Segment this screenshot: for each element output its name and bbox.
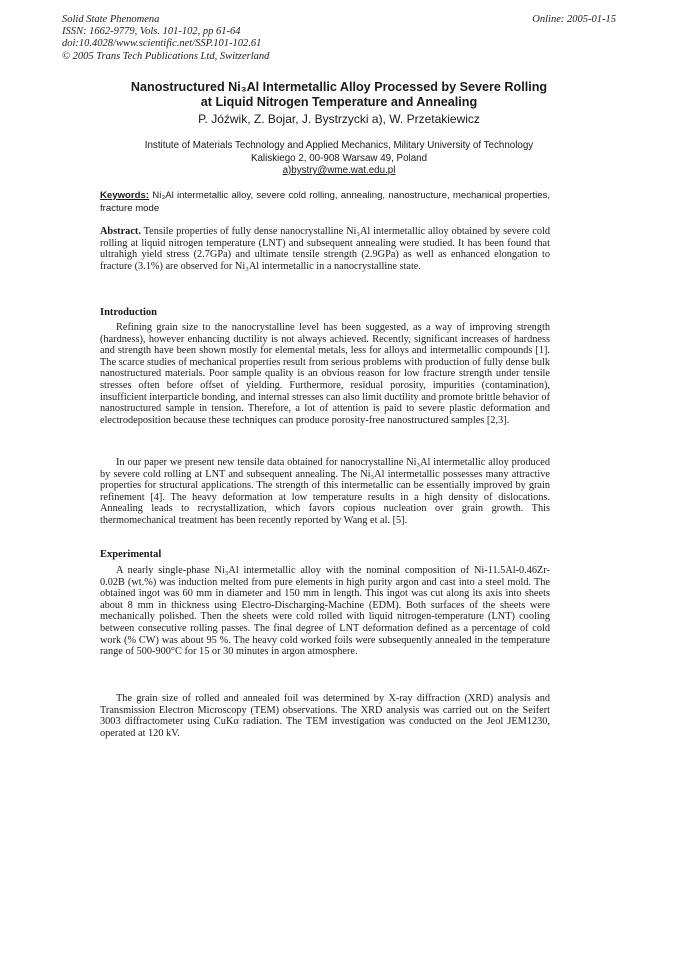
abstract-label: Abstract. xyxy=(100,226,141,237)
keywords-label: Keywords: xyxy=(100,190,150,201)
title-line-2: at Liquid Nitrogen Temperature and Annealing xyxy=(200,95,478,109)
doi-line: doi:10.4028/www.scientific.net/SSP.101-102.61 xyxy=(62,38,262,50)
affiliation xyxy=(80,140,598,178)
experimental-paragraph-2: The grain size of rolled and annealed foil was determined by X-ray diffraction (XRD) analysis and Transmission Electron Microscopy (TEM) observations. The XRD analysis was carried out on the Seifert 3003 diffractometer using CuKα radiation. The TEM investigation was conducted on the Jeol JEM1230, operated at 120 kV. xyxy=(100,693,550,739)
online-date: Online: 2005-01-15 xyxy=(532,14,616,25)
paper-title xyxy=(70,80,608,110)
introduction-paragraph-2: In our paper we present new tensile data obtained for nanocrystalline Ni₃Al intermetallic alloy produced by severe cold rolling at LNT and subsequent annealing. The Ni₃Al intermetallic possesses many attractive properties for structural applications. The strength of this intermetallic can be essentially improved by grain refinement [4]. The heavy deformation at low temperature results in a high density of dislocations. Annealing leads to recrystallization, which favors copious nucleation over grain growth. This thermomechanical treatment has been recently reported by Wang et al. [5]. xyxy=(100,457,550,526)
experimental-heading: Experimental xyxy=(100,549,162,560)
keywords xyxy=(100,190,550,215)
issn-line: ISSN: 1662-9779, Vols. 101-102, pp 61-64 xyxy=(62,26,241,38)
copyright-line: © 2005 Trans Tech Publications Ltd, Switzerland xyxy=(62,50,270,62)
abstract-text: Tensile properties of fully dense nanocrystalline Ni₃Al intermetallic alloy obtained by severe cold rolling at liquid nitrogen temperature (LNT) and subsequent annealing were studied. It has been found that ultrahigh yield stress (2.7GPa) and ultimate tensile strength (2.9GPa) as well as enhanced elongation to fracture (3.1%) are observed for Ni₃Al intermetallic in a nanocrystalline state. xyxy=(100,226,550,272)
title-line-1: Nanostructured Ni₃Al Intermetallic Alloy Processed by Severe Rolling xyxy=(130,80,548,94)
experimental-paragraph-1: A nearly single-phase Ni₃Al intermetallic alloy with the nominal composition of Ni-11.5Al-0.46Zr-0.02B (wt.%) was induction melted from pure elements in high purity argon and cast into a steel mold. The obtained ingot was 60 mm in diameter and 150 mm in length. This ingot was cut along its axis into sheets about 8 mm in thickness using Electro-Discharging-Machine (EDM). Both surfaces of the sheets were mechanically polished. Then the sheets were cold rolled with liquid nitrogen-temperature (LNT) cooling between consecutive rolling passes. The final degree of LNT deformation defined as a percentage of cold work (% CW) was about 95 %. The heavy cold worked foils were subsequently annealed in the temperature range of 500-900°C for 15 or 30 minutes in argon atmosphere. xyxy=(100,565,550,658)
author-list: P. Jóźwik, Z. Bojar, J. Bystrzycki a), W. Przetakiewicz xyxy=(198,112,480,126)
introduction-paragraph-1: Refining grain size to the nanocrystalline level has been suggested, as a way of improving strength (hardness), however enhancing ductility is not always achieved. Recently, significant increases of hardness and strength have been shown mostly for elemental metals, less for alloys and intermetallic compounds [1]. The scarce studies of mechanical properties result from serious problems with production of fully dense bulk nanostructured materials. Poor sample quality is an obvious reason for low fracture strength under tensile stresses often before offset of yielding. Furthermore, residual porosity, impurities (contamination), insufficient interparticle bonding, and internal stresses can also limit ductility and promote brittle behavior of nanostructured sample in tension. Therefore, a lot of attention is paid to severe plastic deformation and electrodeposition because these techniques can produce porosity-free nanostructured samples [2,3]. xyxy=(100,322,550,426)
abstract xyxy=(100,226,550,272)
introduction-heading: Introduction xyxy=(100,307,157,318)
author-email: a)bystry@wme.wat.edu.pl xyxy=(282,165,396,176)
affiliation-line-1: Institute of Materials Technology and Applied Mechanics, Military University of Technology xyxy=(144,140,534,151)
affiliation-line-2: Kaliskiego 2, 00-908 Warsaw 49, Poland xyxy=(250,152,428,164)
journal-header xyxy=(62,14,616,63)
journal-name: Solid State Phenomena xyxy=(62,14,160,25)
keywords-text: Ni₃Al intermetallic alloy, severe cold rolling, annealing, nanostructure, mechanical properties, fracture mode xyxy=(100,190,550,214)
